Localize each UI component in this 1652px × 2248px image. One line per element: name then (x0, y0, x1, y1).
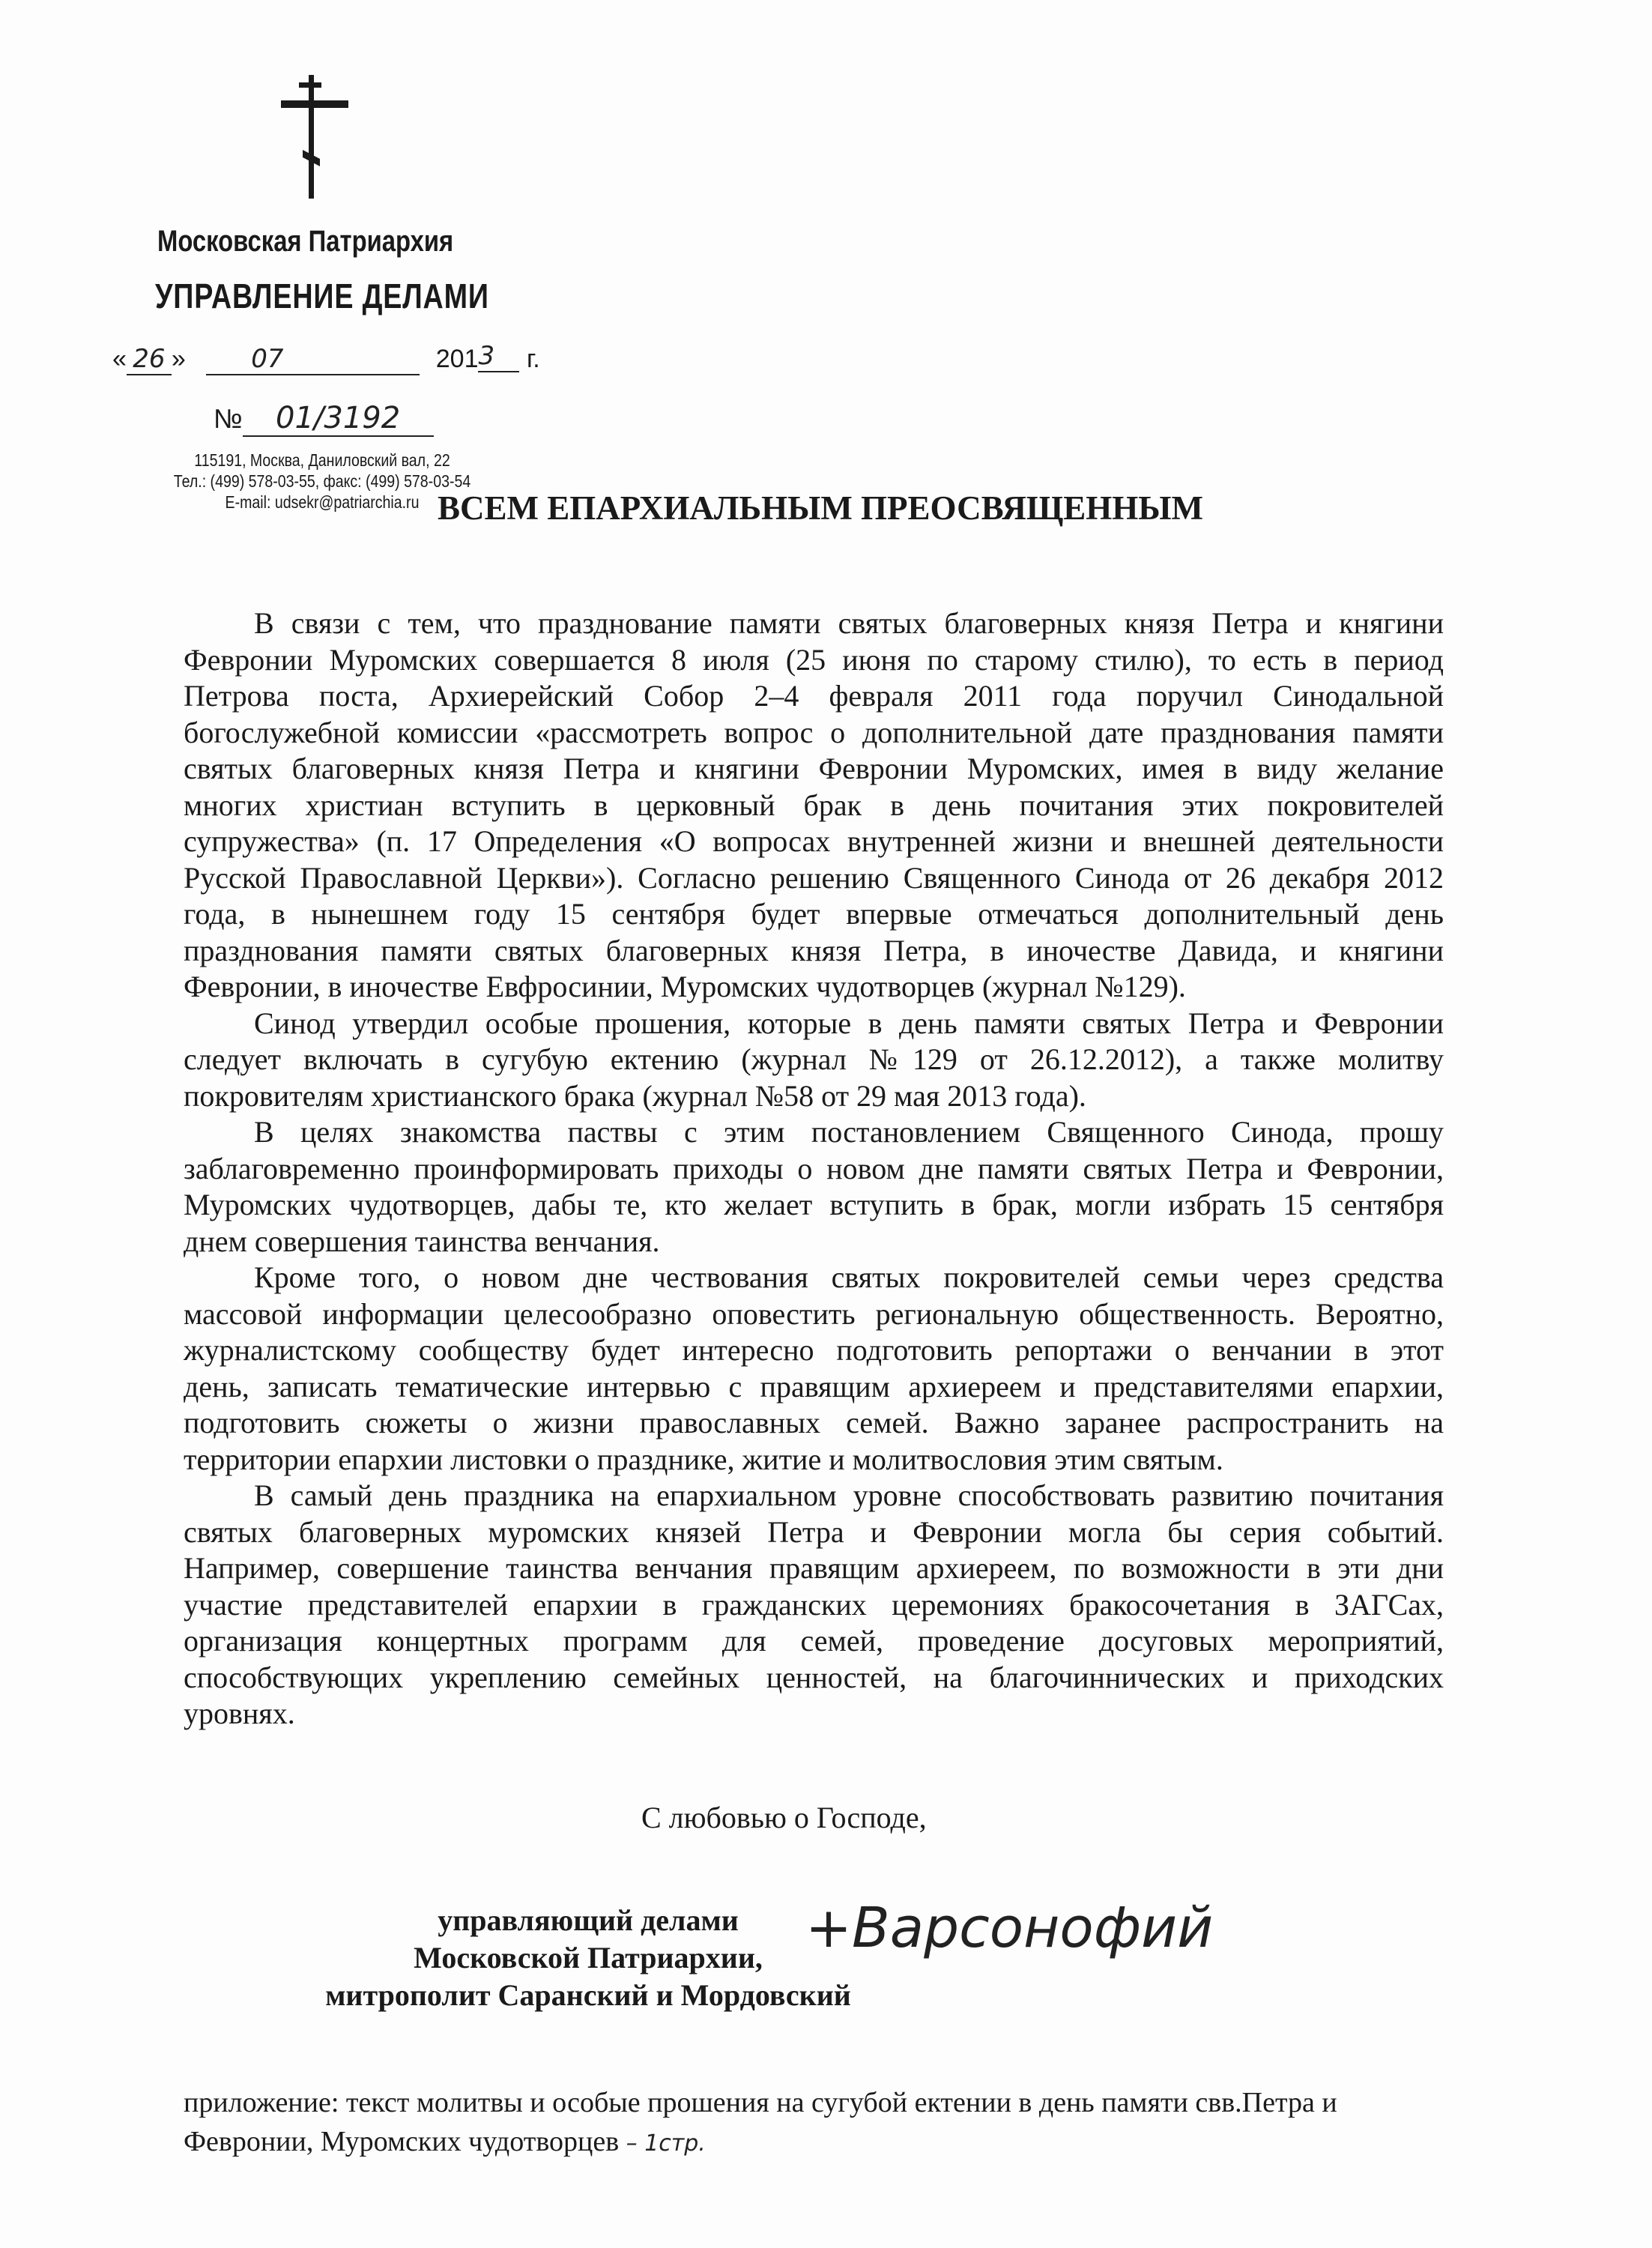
handwritten-signature: +Варсонофий (805, 1896, 1214, 1960)
date-year-prefix: 201 (435, 345, 479, 373)
paragraph-line: В самый день праздника на епархиальном уровне способствовать развитию почитания (254, 1478, 1444, 1512)
paragraph (184, 1114, 1444, 1260)
number-label: № (214, 403, 243, 434)
paragraph-line: Синод утвердил особые прошения, которые в день памяти святых Петра и Февронии (254, 1006, 1444, 1040)
paragraph-line: журналистскому сообществу будет интересно подготовить репортажи о венчании в этот (184, 1333, 1444, 1367)
paragraph-line: территории епархии листовки о празднике, житие и молитвословия этим святым. (184, 1442, 1223, 1476)
paragraph-line: святых благоверных муромских князей Петра и Февронии могла бы серия событий. (184, 1514, 1444, 1549)
paragraph-line: уровнях. (184, 1696, 295, 1730)
letter-body (184, 605, 1444, 1732)
number-value: 01/3192 (243, 401, 434, 437)
paragraph-line: супружества» (п. 17 Определения «О вопросах внутренней жизни и внешней деятельности (184, 824, 1444, 858)
paragraph-line: следует включать в сугубую ектению (журнал №129 от 26.12.2012), а также молитву (184, 1042, 1444, 1076)
paragraph-line: массовой информации целесообразно оповестить региональную общественность. Вероятно, (184, 1296, 1444, 1331)
paragraph-line: способствующих укреплению семейных ценностей, на благочиннических и приходских (184, 1660, 1444, 1694)
paragraph-line: Февронии Муромских совершается 8 июля (25 июня по старому стилю), то есть в период (184, 642, 1444, 677)
attachment-page-count: – 1стр. (626, 2130, 706, 2157)
orthodox-cross-icon (279, 75, 354, 199)
address-line: 115191, Москва, Даниловский вал, 22 (194, 450, 450, 470)
date-year-suffix: 3 (478, 341, 519, 372)
department-name: УПРАВЛЕНИЕ ДЕЛАМИ (155, 277, 489, 315)
addressee-title: ВСЕМ ЕПАРХИАЛЬНЫМ ПРЕОСВЯЩЕННЫМ (438, 489, 1203, 527)
paragraph (184, 1006, 1444, 1115)
paragraph-line: многих христиан вступить в церковный брак в день почитания этих покровителей (184, 788, 1444, 822)
paragraph-line: заблаговременно проинформировать приходы о новом дне памяти святых Петра и Февронии, (184, 1151, 1444, 1185)
attachment-line-1: приложение: текст молитвы и особые прошения на сугубой ектении в день памяти свв.Петра и (184, 2087, 1337, 2118)
paragraph-line: день, записать тематические интервью с правящим архиереем и представителями епархии, (184, 1369, 1444, 1404)
date-close-quote: » (171, 345, 186, 373)
date-month-value: 07 (251, 344, 284, 374)
paragraph-line: покровителям христианского брака (журнал №58 от 29 мая 2013 года). (184, 1078, 1086, 1113)
paragraph-line: Например, совершение таинства венчания правящим архиереем, по возможности в эти дни (184, 1551, 1444, 1585)
paragraph-line: Муромских чудотворцев, дабы те, кто желает вступить в брак, могли избрать 15 сентября (184, 1188, 1444, 1221)
attachment-note (184, 2083, 1457, 2163)
signatory-position: управляющий делами (438, 1903, 739, 1937)
document-number (214, 401, 434, 437)
paragraph-line: подготовить сюжеты о жизни православных семей. Важно заранее распространить на (184, 1406, 1444, 1439)
phone-line: Тел.: (499) 578-03-55, факс: (499) 578-03-54 (173, 471, 471, 491)
paragraph-line: организация концертных программ для семей, проведение досуговых мероприятий, (184, 1624, 1444, 1658)
paragraph-line: днем совершения таинства венчания. (184, 1224, 660, 1258)
paragraph-line: празднования памяти святых благоверных князя Петра, в иночестве Давида, и княгини (184, 933, 1444, 967)
paragraph-line: Петрова поста, Архиерейский Собор 2–4 февраля 2011 года поручил Синодальной (184, 679, 1444, 713)
date-open-quote: « (112, 345, 127, 373)
paragraph (184, 1260, 1444, 1478)
email-line: E-mail: udsekr@patriarchia.ru (225, 492, 420, 512)
paragraph-line: святых благоверных князя Петра и княгини Февронии Муромских, имея в виду желание (184, 752, 1444, 785)
attachment-line-2 (184, 2122, 1457, 2163)
paragraph (184, 605, 1444, 1006)
date-line (112, 341, 540, 375)
signatory-organization: Московской Патриархии, (414, 1941, 763, 1974)
paragraph (184, 1478, 1444, 1732)
signatory-block (300, 1902, 877, 2014)
paragraph-line: богослужебной комиссии «рассмотреть вопрос о дополнительной дате празднования памяти (184, 715, 1444, 749)
paragraph-line: года, в нынешнем году 15 сентября будет впервые отмечаться дополнительный день (184, 897, 1444, 931)
paragraph-line: участие представителей епархии в гражданских церемониях бракосочетания в ЗАГСах, (184, 1587, 1444, 1622)
date-month (206, 344, 420, 375)
closing-line: С любовью о Господе, (641, 1801, 927, 1834)
organization-name: Московская Патриархия (157, 225, 454, 258)
paragraph-line: Февронии, в иночестве Евфросинии, Муромских чудотворцев (журнал №129). (184, 970, 1186, 1003)
paragraph-line: В целях знакомства паствы с этим постановлением Священного Синода, прошу (254, 1115, 1444, 1149)
paragraph-line: В связи с тем, что празднование памяти святых благоверных князя Петра и княгини (254, 606, 1444, 640)
date-year-mark: г. (526, 345, 540, 373)
signatory-title: митрополит Саранский и Мордовский (325, 1978, 851, 2012)
paragraph-line: Кроме того, о новом дне чествования святых покровителей семьи через средства (254, 1260, 1444, 1294)
paragraph-line: Русской Православной Церкви»). Согласно решению Священного Синода от 26 декабря 2012 (184, 860, 1444, 895)
date-day: 26 (127, 344, 172, 375)
attachment-text: Февронии, Муромских чудотворцев (184, 2126, 620, 2157)
